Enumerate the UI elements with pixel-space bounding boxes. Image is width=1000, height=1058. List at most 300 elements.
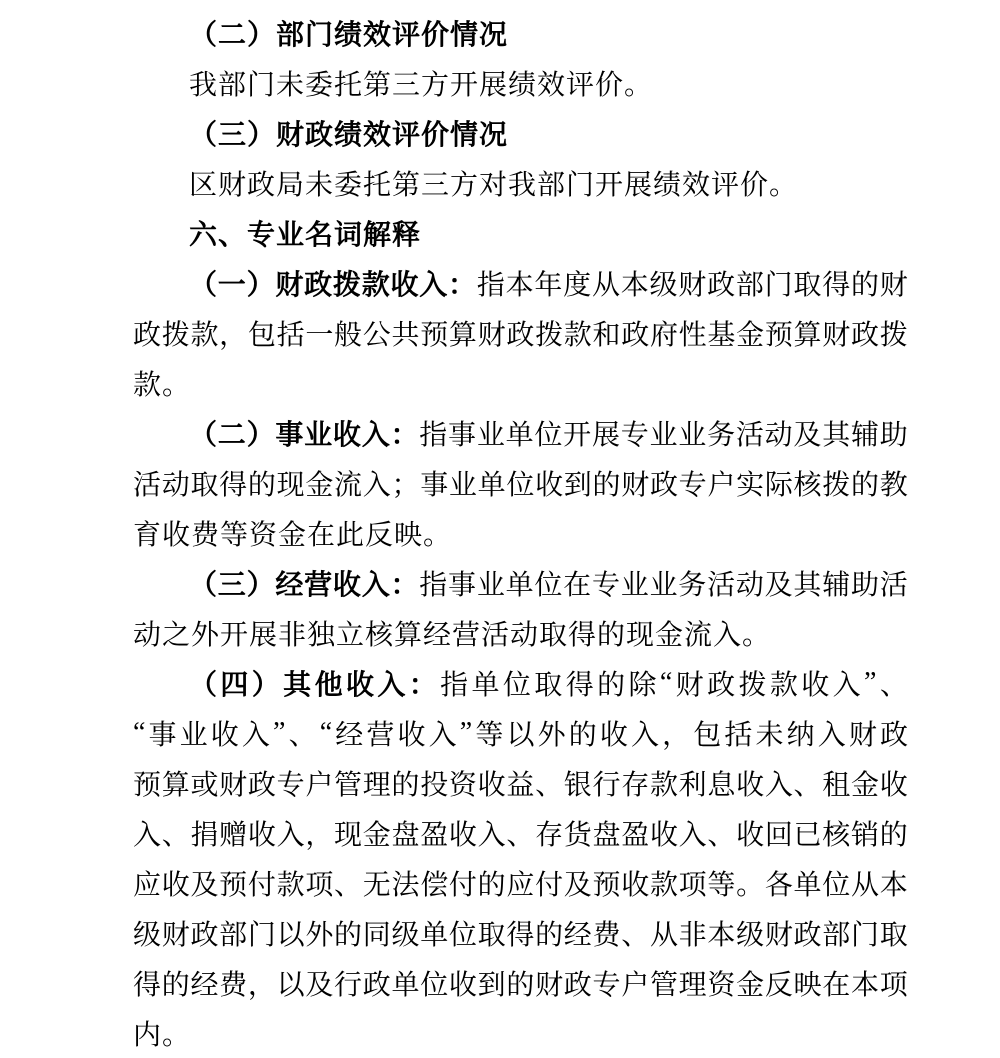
character: 付	[535, 870, 564, 901]
character: 单	[793, 870, 822, 901]
character: 括	[276, 320, 305, 351]
character: 一	[217, 270, 246, 301]
character: 本	[850, 970, 879, 1001]
character: 收	[801, 670, 830, 701]
character: 事	[275, 420, 304, 451]
character: 外	[305, 920, 334, 951]
character: 专	[276, 770, 305, 801]
character: 赠	[219, 820, 248, 851]
character: 入	[362, 470, 391, 501]
character: 银	[563, 770, 592, 801]
character: 息	[707, 770, 736, 801]
character: （	[189, 270, 218, 301]
character: 政	[563, 970, 592, 1001]
character: 政	[190, 920, 219, 951]
character: 位	[502, 670, 531, 701]
character: 以	[276, 920, 305, 951]
character: “	[659, 667, 673, 698]
character: 偿	[420, 870, 449, 901]
character: 得	[506, 920, 535, 951]
character: 拨	[879, 320, 908, 351]
character: 他	[314, 670, 343, 701]
character: 的	[597, 670, 626, 701]
character: 、	[535, 770, 564, 801]
character: 收	[332, 570, 361, 601]
text-block	[133, 8, 908, 1058]
character: 款	[190, 320, 219, 351]
character: 收	[390, 270, 419, 301]
character: 取	[793, 270, 822, 301]
character: 包	[693, 720, 722, 751]
character: 三	[217, 570, 246, 601]
character: 核	[793, 470, 822, 501]
character: 动	[764, 420, 793, 451]
character: 专	[620, 420, 649, 451]
text-segment: 区财政局未委托第三方对我部门开展绩效评价。	[189, 170, 799, 201]
body-text-line	[133, 608, 908, 658]
character: 财	[477, 320, 506, 351]
character: 得	[565, 670, 594, 701]
character: 级	[649, 270, 678, 301]
character: 辅	[822, 570, 851, 601]
character: ”	[864, 667, 877, 698]
character: ：	[390, 570, 419, 601]
character: （	[189, 670, 218, 701]
character: 等	[475, 720, 504, 751]
body-text-line	[133, 708, 908, 758]
character: 、	[793, 770, 822, 801]
body-text-line	[133, 458, 908, 508]
subsection-heading	[133, 108, 908, 158]
character: ）	[251, 670, 280, 701]
character: ：	[408, 670, 437, 701]
character: 、	[161, 820, 190, 851]
character: 其	[793, 570, 822, 601]
character: 流	[334, 470, 363, 501]
character: 经	[190, 970, 219, 1001]
character: 实	[736, 470, 765, 501]
character: 助	[850, 570, 879, 601]
character: 算	[793, 320, 822, 351]
character: 和	[592, 320, 621, 351]
character: 费	[219, 970, 248, 1001]
character: 单	[471, 670, 500, 701]
character: ）	[246, 270, 275, 301]
character: 收	[736, 820, 765, 851]
character: 际	[764, 470, 793, 501]
character: 理	[362, 770, 391, 801]
character: 政	[362, 970, 391, 1001]
character: 收	[879, 770, 908, 801]
character: 四	[220, 670, 249, 701]
character: 得	[822, 270, 851, 301]
character: 经	[275, 570, 304, 601]
character: 公	[362, 320, 391, 351]
character: 及	[793, 420, 822, 451]
character: 投	[420, 770, 449, 801]
character: 单	[505, 420, 534, 451]
character: 、	[707, 820, 736, 851]
character: 从	[850, 870, 879, 901]
character: 纳	[786, 720, 815, 751]
character: 活	[133, 470, 162, 501]
character: 的	[161, 970, 190, 1001]
character: 管	[649, 970, 678, 1001]
character: 指	[476, 270, 505, 301]
character: 取	[879, 920, 908, 951]
character: 等	[707, 870, 736, 901]
character: 财	[275, 270, 304, 301]
character: 其	[283, 670, 312, 701]
character: 预	[592, 870, 621, 901]
character: 的	[535, 920, 564, 951]
character: 存	[535, 820, 564, 851]
character: 业	[476, 420, 505, 451]
character: 政	[707, 670, 736, 701]
character: 现	[334, 820, 363, 851]
body-text-line	[133, 808, 908, 858]
character: 预	[420, 320, 449, 351]
character: 算	[161, 770, 190, 801]
character: 应	[133, 870, 162, 901]
character: 辅	[850, 420, 879, 451]
character: 及	[305, 970, 334, 1001]
character: 到	[477, 970, 506, 1001]
character: 级	[736, 920, 765, 951]
character: 业	[620, 570, 649, 601]
character: 盈	[420, 820, 449, 851]
body-text-line	[133, 308, 908, 358]
character: 入	[377, 670, 406, 701]
character: 业	[179, 720, 208, 751]
character: ”	[459, 717, 473, 748]
character: 的	[850, 270, 879, 301]
body-text-line	[133, 58, 908, 108]
body-text-line	[133, 1008, 908, 1058]
character: 应	[506, 870, 535, 901]
character: 回	[764, 820, 793, 851]
character: 资	[707, 970, 736, 1001]
character: 其	[822, 420, 851, 451]
character: 预	[219, 870, 248, 901]
body-text-line	[133, 508, 908, 558]
character: 共	[391, 320, 420, 351]
character: 户	[305, 770, 334, 801]
character: 各	[764, 870, 793, 901]
text-segment: 六、专业名词解释	[189, 219, 422, 250]
character: 到	[563, 470, 592, 501]
character: 除	[628, 670, 657, 701]
character: 位	[420, 970, 449, 1001]
character: 入	[133, 820, 162, 851]
character: 经	[563, 920, 592, 951]
character: 租	[822, 770, 851, 801]
character: 存	[621, 770, 650, 801]
character: 政	[879, 720, 908, 751]
character: 收	[345, 670, 374, 701]
character: 同	[362, 920, 391, 951]
character: 本	[620, 270, 649, 301]
character: 项	[879, 970, 908, 1001]
character: 、	[879, 670, 908, 701]
character: 政	[707, 270, 736, 301]
body-text-line	[133, 408, 908, 458]
character: 的	[850, 470, 879, 501]
character: 部	[735, 270, 764, 301]
character: 收	[736, 770, 765, 801]
character: （	[189, 420, 218, 451]
character: 入	[361, 420, 390, 451]
character: 开	[563, 420, 592, 451]
character: 业	[649, 570, 678, 601]
character: 预	[764, 320, 793, 351]
character: 、	[288, 720, 317, 751]
character: 门	[764, 270, 793, 301]
body-text-line	[133, 908, 908, 958]
section-heading	[133, 208, 908, 258]
character: 得	[133, 970, 162, 1001]
character: 入	[817, 720, 846, 751]
character: 专	[678, 470, 707, 501]
character: 取	[477, 920, 506, 951]
character: 财	[764, 920, 793, 951]
character: 费	[592, 920, 621, 951]
character: 付	[247, 870, 276, 901]
character: 货	[563, 820, 592, 851]
character: 款	[769, 670, 798, 701]
character: 门	[850, 920, 879, 951]
character: 位	[822, 870, 851, 901]
character: 无	[362, 870, 391, 901]
character: 以	[506, 720, 535, 751]
text-segment: 款。	[133, 370, 192, 401]
character: 款	[649, 870, 678, 901]
character: 专	[592, 970, 621, 1001]
character: 指	[440, 670, 469, 701]
character: 本	[707, 920, 736, 951]
character: 政	[304, 270, 333, 301]
character: 动	[735, 570, 764, 601]
character: 业	[304, 420, 333, 451]
character: 已	[793, 820, 822, 851]
character: 收	[477, 770, 506, 801]
character: 业	[476, 570, 505, 601]
character: 年	[534, 270, 563, 301]
character: 事	[148, 720, 177, 751]
character: 的	[247, 470, 276, 501]
character: 拨	[822, 470, 851, 501]
character: 二	[217, 420, 246, 451]
character: 以	[276, 970, 305, 1001]
body-text-line	[133, 958, 908, 1008]
character: 性	[678, 320, 707, 351]
character: 款	[276, 870, 305, 901]
character: ”	[273, 717, 286, 748]
character: 及	[190, 870, 219, 901]
character: 的	[477, 870, 506, 901]
body-text-line	[133, 658, 908, 708]
character: 户	[621, 970, 650, 1001]
character: ）	[246, 570, 275, 601]
character: 收	[332, 420, 361, 451]
character: 或	[190, 770, 219, 801]
character: 业	[649, 420, 678, 451]
character: 金	[850, 770, 879, 801]
character: 及	[563, 870, 592, 901]
character: 非	[678, 920, 707, 951]
character: 在	[822, 970, 851, 1001]
text-segment: 我部门未委托第三方开展绩效评价。	[189, 70, 654, 101]
body-text-line	[133, 758, 908, 808]
character: 管	[334, 770, 363, 801]
character: 财	[822, 320, 851, 351]
character: 专	[591, 570, 620, 601]
character: ，	[247, 970, 276, 1001]
character: 般	[334, 320, 363, 351]
character: 动	[161, 470, 190, 501]
character: 预	[133, 770, 162, 801]
text-segment: 内。	[133, 1020, 192, 1051]
character: 一	[305, 320, 334, 351]
character: 收	[649, 820, 678, 851]
character: 部	[219, 920, 248, 951]
character: 从	[649, 920, 678, 951]
character: 行	[334, 970, 363, 1001]
character: ；	[391, 470, 420, 501]
character: 的	[334, 920, 363, 951]
character: 财	[535, 970, 564, 1001]
character: （	[189, 570, 218, 601]
character: 度	[563, 270, 592, 301]
character: 位	[534, 570, 563, 601]
character: 括	[724, 720, 753, 751]
character: 位	[506, 470, 535, 501]
character: 取	[534, 670, 563, 701]
character: 事	[448, 420, 477, 451]
character: 入	[764, 770, 793, 801]
character: 政	[850, 320, 879, 351]
character: 项	[305, 870, 334, 901]
character: 。	[736, 870, 765, 901]
character: “	[319, 717, 333, 748]
character: 益	[506, 770, 535, 801]
character: 府	[649, 320, 678, 351]
character: 户	[707, 470, 736, 501]
character: ：	[390, 420, 419, 451]
text-segment: 育收费等资金在此反映。	[133, 520, 453, 551]
character: 入	[428, 720, 457, 751]
character: 收	[161, 870, 190, 901]
character: 单	[477, 470, 506, 501]
character: 展	[591, 420, 620, 451]
character: 、	[621, 920, 650, 951]
character: 金	[305, 470, 334, 501]
character: 本	[505, 270, 534, 301]
text-segment: 动之外开展非独立核算经营活动取得的现金流入。	[133, 620, 772, 651]
character: 收	[448, 970, 477, 1001]
text-segment: （二）部门绩效评价情况	[189, 20, 509, 51]
character: 门	[247, 920, 276, 951]
character: 盘	[592, 820, 621, 851]
character: 本	[879, 870, 908, 901]
character: 收	[247, 820, 276, 851]
character: 级	[391, 920, 420, 951]
character: 捐	[190, 820, 219, 851]
character: 活	[707, 570, 736, 601]
character: 盘	[391, 820, 420, 851]
character: 核	[822, 820, 851, 851]
character: 销	[850, 820, 879, 851]
character: 财	[848, 720, 877, 751]
character: 助	[879, 420, 908, 451]
character: 业	[448, 470, 477, 501]
character: 的	[592, 470, 621, 501]
character: 外	[537, 720, 566, 751]
character: 的	[391, 770, 420, 801]
character: 财	[621, 470, 650, 501]
character: 入	[419, 270, 448, 301]
character: 在	[563, 570, 592, 601]
character: 政	[793, 920, 822, 951]
character: 政	[133, 320, 162, 351]
character: 、	[506, 820, 535, 851]
character: 基	[707, 320, 736, 351]
character: 利	[678, 770, 707, 801]
character: ，	[305, 820, 334, 851]
character: 收	[599, 720, 628, 751]
body-text-line	[133, 558, 908, 608]
character: 的	[568, 720, 597, 751]
character: 法	[391, 870, 420, 901]
character: 收	[397, 720, 426, 751]
character: 位	[534, 420, 563, 451]
character: 款	[649, 770, 678, 801]
character: 拨	[332, 270, 361, 301]
character: 金	[736, 970, 765, 1001]
character: 金	[362, 820, 391, 851]
character: 活	[735, 420, 764, 451]
character: 单	[420, 920, 449, 951]
character: 业	[678, 420, 707, 451]
character: ）	[246, 420, 275, 451]
character: 政	[649, 470, 678, 501]
character: 经	[335, 720, 364, 751]
character: 及	[764, 570, 793, 601]
character: 映	[793, 970, 822, 1001]
character: 教	[879, 470, 908, 501]
character: 政	[247, 770, 276, 801]
character: 政	[506, 320, 535, 351]
character: 营	[366, 720, 395, 751]
body-text-line	[133, 258, 908, 308]
character: 部	[822, 920, 851, 951]
character: ，	[219, 320, 248, 351]
character: 入	[832, 670, 861, 701]
character: 财	[219, 770, 248, 801]
body-text-line	[133, 858, 908, 908]
character: 入	[276, 820, 305, 851]
character: 营	[304, 570, 333, 601]
character: 政	[621, 320, 650, 351]
character: 算	[448, 320, 477, 351]
character: 入	[241, 720, 270, 751]
character: 入	[630, 720, 659, 751]
character: 级	[133, 920, 162, 951]
character: 事	[448, 570, 477, 601]
character: 财	[678, 270, 707, 301]
character: 取	[190, 470, 219, 501]
character: 事	[420, 470, 449, 501]
